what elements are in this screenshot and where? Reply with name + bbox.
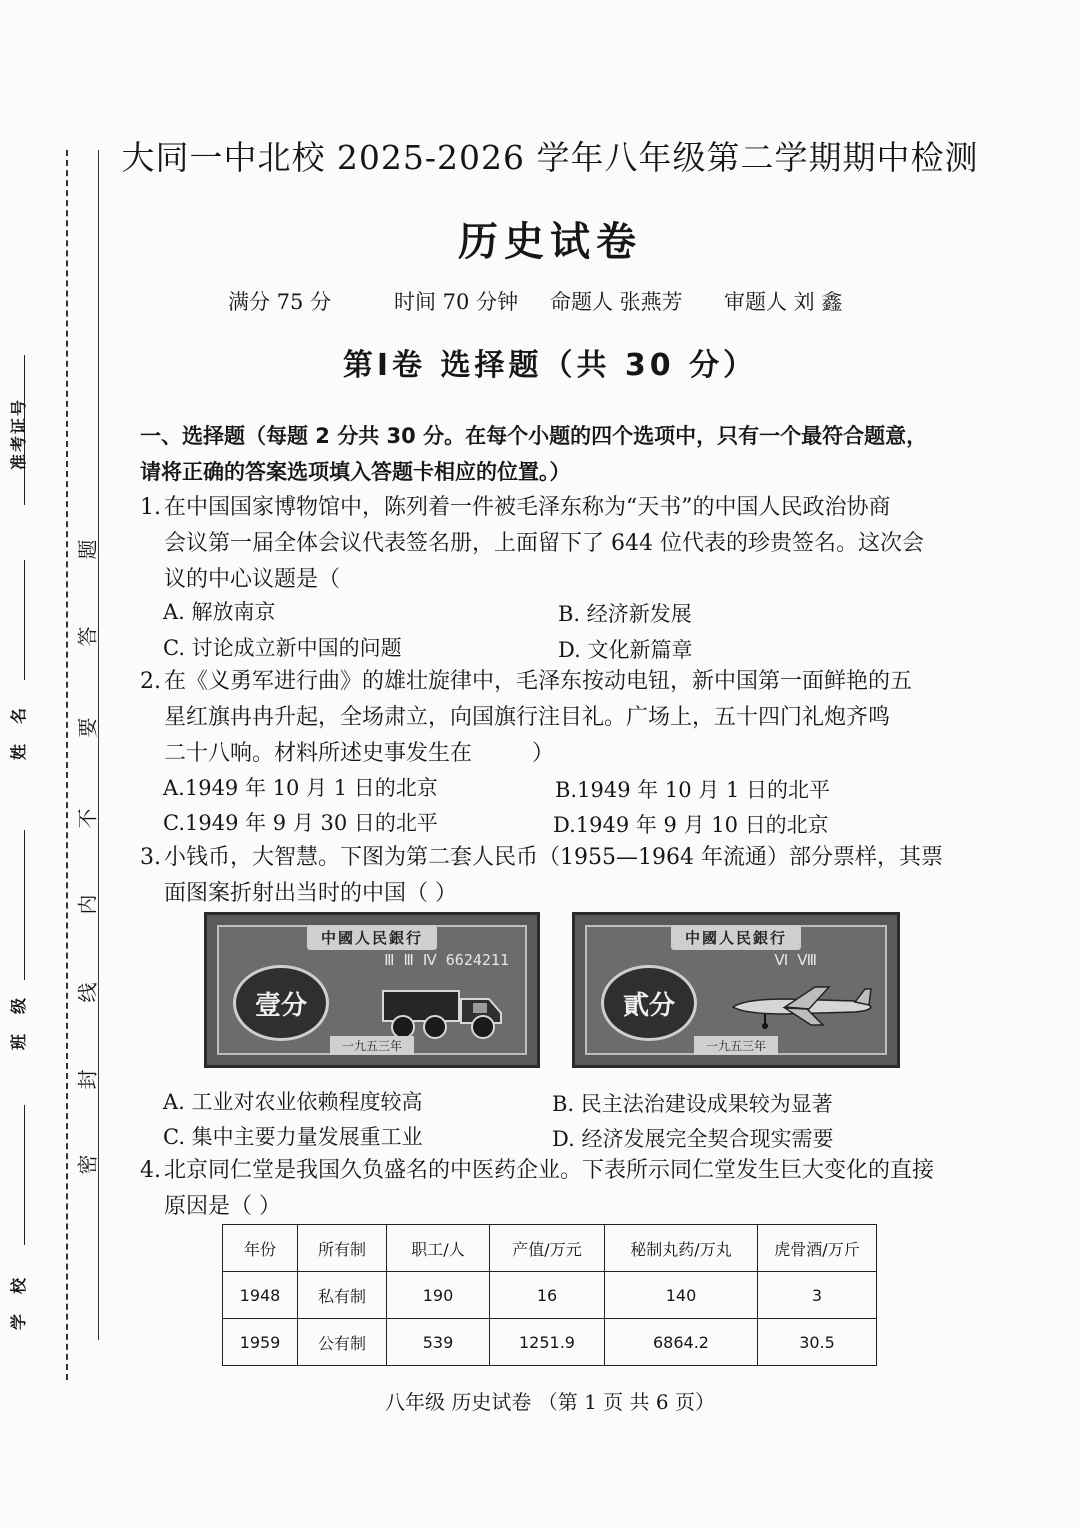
- table-header-cell: 秘制丸药/万丸: [605, 1225, 758, 1272]
- truck-icon: [377, 977, 517, 1043]
- class-label: 班级: [9, 977, 28, 1050]
- banknote-year: 一九五三年: [694, 1036, 778, 1055]
- exam-time: 时间 70 分钟: [394, 290, 519, 314]
- table-cell: 30.5: [758, 1319, 877, 1366]
- banknote-denomination: 貳分: [601, 965, 697, 1041]
- q2-option-a: A.1949 年 10 月 1 日的北京: [163, 776, 438, 800]
- table-cell: 539: [387, 1319, 490, 1366]
- seal-char: 不: [75, 808, 100, 829]
- question-text-line: 星红旗冉冉升起，全场肃立，向国旗行注目礼。广场上，五十四门礼炮齐鸣: [164, 705, 891, 730]
- name-line: [24, 560, 25, 680]
- class-line: [24, 830, 25, 980]
- table-cell: 1959: [223, 1319, 298, 1366]
- table-header-row: [223, 1225, 877, 1272]
- exam-subject-title: 历史试卷: [458, 218, 642, 265]
- question-number: 2.: [140, 669, 161, 694]
- table-row: [223, 1272, 877, 1319]
- q1-option-a: A. 解放南京: [163, 600, 276, 624]
- q2-option-c: C.1949 年 9 月 30 日的北平: [163, 811, 438, 835]
- table-cell: 16: [490, 1272, 605, 1319]
- question-bracket: ）: [532, 741, 555, 766]
- q3-option-d: D. 经济发展完全契合现实需要: [552, 1127, 834, 1151]
- table-cell: 1948: [223, 1272, 298, 1319]
- banknote-bank-name: 中國人民銀行: [307, 925, 437, 950]
- question-1: [140, 490, 970, 598]
- q3-option-a: A. 工业对农业依赖程度较高: [163, 1090, 423, 1114]
- seal-char: 要: [75, 717, 100, 738]
- banknote-one-fen-image: [204, 912, 540, 1068]
- exam-title: 大同一中北校 2025-2026 学年八年级第二学期期中检测: [121, 138, 979, 177]
- tongrentang-data-table: [222, 1224, 877, 1366]
- school-label: 学校: [9, 1257, 28, 1330]
- question-text-line: 北京同仁堂是我国久负盛名的中医药企业。下表所示同仁堂发生巨大变化的直接: [164, 1158, 935, 1183]
- table-cell: 140: [605, 1272, 758, 1319]
- question-author: 命题人 张燕芳: [550, 290, 683, 314]
- q2-option-d: D.1949 年 9 月 10 日的北京: [553, 813, 829, 837]
- seal-char: 答: [75, 626, 100, 647]
- question-2: [140, 664, 970, 772]
- airplane-icon: [725, 981, 875, 1031]
- table-row: [223, 1319, 877, 1366]
- table-cell: 私有制: [298, 1272, 387, 1319]
- banknote-bank-name: 中國人民銀行: [671, 925, 801, 950]
- table-header-cell: 职工/人: [387, 1225, 490, 1272]
- table-header-cell: 年份: [223, 1225, 298, 1272]
- instructions-line-1: 一、选择题（每题 2 分共 30 分。在每个小题的四个选项中，只有一个最符合题意，: [140, 424, 928, 448]
- q1-option-d: D. 文化新篇章: [558, 638, 693, 662]
- binding-dashed-line-outer: [66, 150, 68, 1380]
- question-number: 1.: [140, 495, 161, 520]
- question-text-line: [140, 736, 970, 772]
- instructions-line-2: 请将正确的答案选项填入答题卡相应的位置。）: [140, 460, 571, 484]
- question-text: 二十八响。材料所述史事发生在: [164, 741, 473, 766]
- school-line: [24, 1105, 25, 1245]
- table-cell: 6864.2: [605, 1319, 758, 1366]
- question-text-line: 小钱币，大智慧。下图为第二套人民币（1955—1964 年流通）部分票样，其票: [164, 845, 943, 870]
- q2-option-b: B.1949 年 10 月 1 日的北平: [555, 778, 831, 802]
- q1-option-b: B. 经济新发展: [558, 602, 692, 626]
- q3-option-b: B. 民主法治建设成果较为显著: [552, 1092, 833, 1116]
- question-text-line: 议的中心议题是（: [164, 567, 341, 592]
- seal-char: 题: [75, 539, 100, 560]
- question-reviewer: 审题人 刘 鑫: [724, 290, 843, 314]
- question-text-line: 在《义勇军进行曲》的雄壮旋律中，毛泽东按动电钮，新中国第一面鲜艳的五: [164, 669, 913, 694]
- admission-number-label: 准考证号: [9, 397, 28, 470]
- table-header-cell: 产值/万元: [490, 1225, 605, 1272]
- banknote-serial: Ⅵ Ⅷ: [774, 951, 817, 969]
- banknote-serial: Ⅲ Ⅲ Ⅳ 6624211: [384, 951, 509, 969]
- table-header-cell: 所有制: [298, 1225, 387, 1272]
- instructions: [140, 418, 970, 490]
- banknote-year: 一九五三年: [330, 1036, 414, 1055]
- question-number: 4.: [140, 1158, 161, 1183]
- banknote-denomination: 壹分: [233, 965, 329, 1041]
- question-text-line: 会议第一届全体会议代表签名册，上面留下了 644 位代表的珍贵签名。这次会: [164, 531, 924, 556]
- section-heading: 第Ⅰ卷 选择题（共 30 分）: [342, 348, 758, 383]
- table-cell: 公有制: [298, 1319, 387, 1366]
- question-3: [140, 840, 970, 912]
- banknote-two-fen-image: [572, 912, 900, 1068]
- seal-char: 密: [75, 1154, 100, 1175]
- table-cell: 1251.9: [490, 1319, 605, 1366]
- question-text-line: 面图案折射出当时的中国（ ）: [164, 881, 457, 906]
- seal-char: 线: [75, 982, 100, 1003]
- page-footer: 八年级 历史试卷 （第 1 页 共 6 页）: [385, 1390, 715, 1414]
- q1-option-c: C. 讨论成立新中国的问题: [163, 636, 402, 660]
- q3-option-c: C. 集中主要力量发展重工业: [163, 1125, 423, 1149]
- table-cell: 3: [758, 1272, 877, 1319]
- name-label: 姓名: [9, 687, 28, 760]
- seal-char: 内: [75, 894, 100, 915]
- question-text-line: 在中国国家博物馆中，陈列着一件被毛泽东称为“天书”的中国人民政治协商: [164, 495, 891, 520]
- question-4: [140, 1153, 970, 1225]
- question-number: 3.: [140, 845, 161, 870]
- table-header-cell: 虎骨酒/万斤: [758, 1225, 877, 1272]
- table-cell: 190: [387, 1272, 490, 1319]
- seal-char: 封: [75, 1069, 100, 1090]
- question-text-line: 原因是（ ）: [164, 1194, 281, 1219]
- full-score: 满分 75 分: [228, 290, 332, 314]
